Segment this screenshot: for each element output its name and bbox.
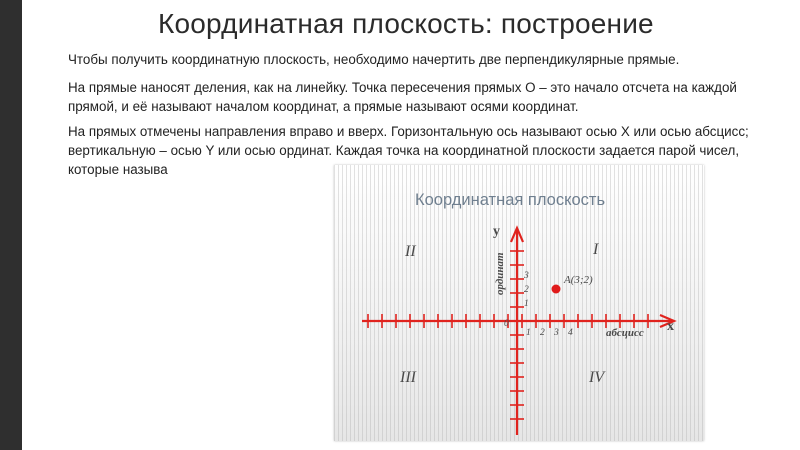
paragraph-1: Чтобы получить координатную плоскость, необходимо начертить две перпендикулярные прямые. bbox=[68, 52, 680, 67]
left-accent-bar bbox=[0, 0, 22, 450]
y-tick-label-3: 3 bbox=[524, 271, 529, 281]
y-axis-name: ординат bbox=[494, 252, 506, 295]
coordinate-plane-svg bbox=[334, 165, 704, 441]
y-axis-letter: y bbox=[493, 224, 500, 239]
x-axis-letter: x bbox=[667, 319, 674, 334]
quadrant-label-3: III bbox=[400, 369, 416, 386]
point-a-marker bbox=[552, 285, 561, 294]
slide-title: Координатная плоскость: построение bbox=[158, 8, 654, 39]
origin-label: 0 bbox=[504, 319, 509, 329]
x-tick-label-1: 1 bbox=[526, 328, 531, 338]
x-tick-label-2: 2 bbox=[540, 328, 545, 338]
quadrant-label-4: IV bbox=[589, 369, 605, 386]
x-tick-label-4: 4 bbox=[568, 328, 573, 338]
paragraph-3: На прямых отмечены направления вправо и вверх. Горизонтальную ось называют осью Х или осью абсцисс; вертикальную – осью Y или осью ординат. Каждая точка на координатной плоскости задается парой чисел, которые называ bbox=[68, 124, 749, 177]
coordinate-plane-figure bbox=[334, 165, 704, 441]
figure-title: Координатная плоскость bbox=[415, 191, 606, 209]
point-a-label: A(3;2) bbox=[564, 274, 593, 286]
y-tick-label-2: 2 bbox=[524, 285, 529, 295]
quadrant-label-1: I bbox=[593, 241, 599, 258]
y-tick-label-1: 1 bbox=[524, 299, 529, 309]
x-tick-label-3: 3 bbox=[554, 328, 559, 338]
paragraph-2: На прямые наносят деления, как на линейку. Точка пересечения прямых О – это начало отсчета на каждой прямой, и её называют началом координат, а прямые называют осями координат. bbox=[68, 80, 737, 114]
quadrant-label-2: II bbox=[405, 243, 416, 260]
x-axis-name: абсцисс bbox=[606, 327, 644, 339]
